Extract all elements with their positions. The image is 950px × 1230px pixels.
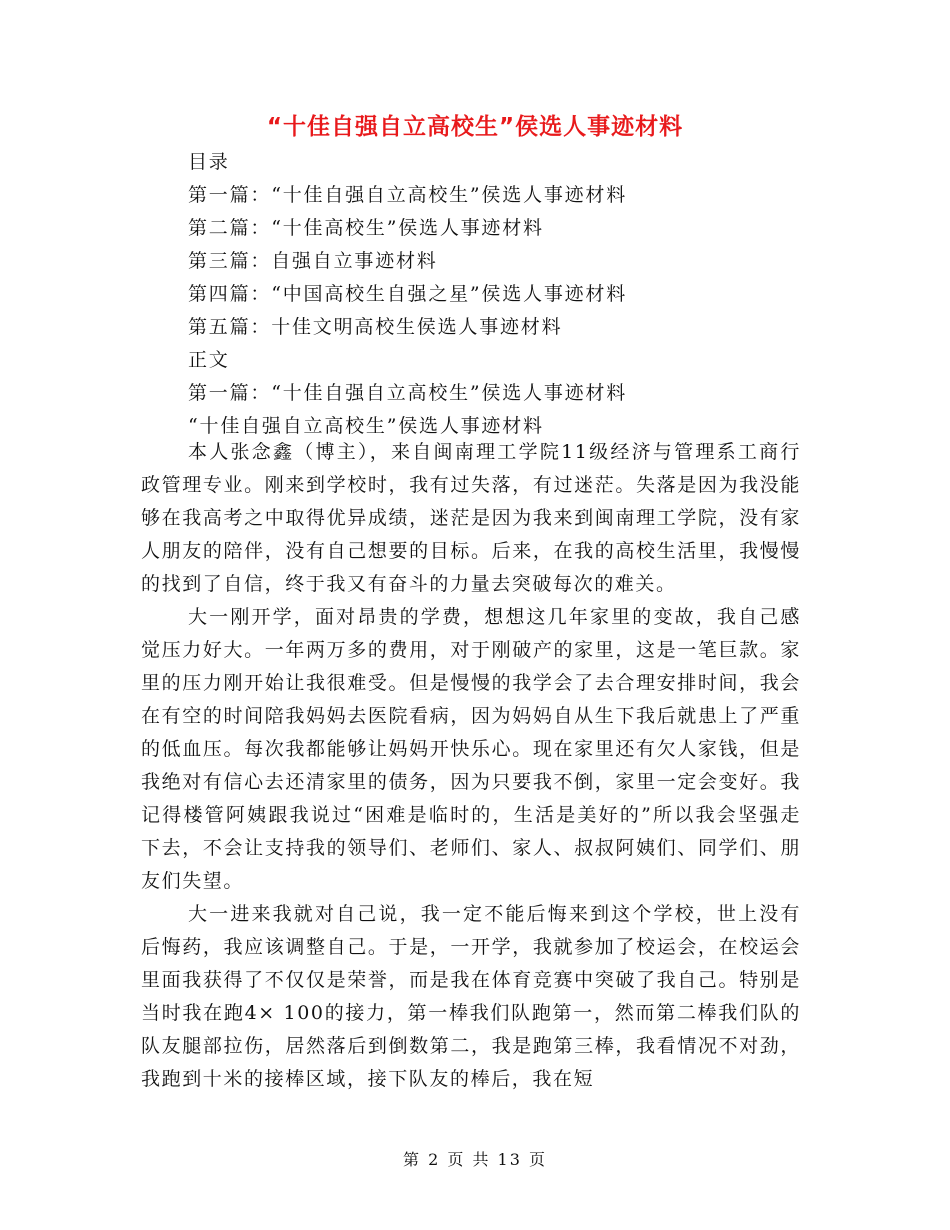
section-subtitle: “十佳自强自立高校生”侯选人事迹材料 [188,415,544,437]
body-heading: 正文 [188,349,230,371]
document-title: “十佳自强自立高校生”侯选人事迹材料 [266,114,684,140]
page-footer: 第 2 页 共 13 页 [403,1150,547,1169]
toc-heading: 目录 [188,151,230,173]
paragraph: 大一刚开学，面对昂贵的学费，想想这几年家里的变故，我自己感觉压力好大。一年两万多的费用，对于刚破产的家里，这是一笔巨款。家里的压力刚开始让我很难受。但是慢慢的我学会了去合理安排时间，我会在有空的时间陪我妈妈去医院看病，因为妈妈自从生下我后就患上了严重的低血压。每次我都能够让妈妈开快乐心。现在家里还有欠人家钱，但是我绝对有信心去还清家里的债务，因为只要我不倒，家里一定会变好。我记得楼管阿姨跟我说过“困难是临时的，生活是美好的”所以我会坚强走下去，不会让支持我的领导们、老师们、家人、叔叔阿姨们、同学们、朋友们失望。 [141,606,801,892]
toc-item-1: 第一篇：“十佳自强自立高校生”侯选人事迹材料 [188,184,628,206]
table-of-contents [188,146,868,443]
toc-item-4: 第四篇：“中国高校生自强之星”侯选人事迹材料 [188,283,628,305]
body-text [141,436,801,1096]
paragraph: 大一进来我就对自己说，我一定不能后悔来到这个学校，世上没有后悔药，我应该调整自己。于是，一开学，我就参加了校运会，在校运会里面我获得了不仅仅是荣誉，而是我在体育竞赛中突破了我自己。特别是当时我在跑4× 100的接力，第一棒我们队跑第一，然而第二棒我们队的队友腿部拉伤，居然落后到倒数第二，我是跑第三棒，我看情况不对劲，我跑到十米的接棒区域，接下队友的棒后，我在短 [141,903,801,1090]
toc-item-2: 第二篇：“十佳高校生”侯选人事迹材料 [188,217,544,239]
toc-item-3: 第三篇：自强自立事迹材料 [188,250,438,272]
paragraph: 本人张念鑫（博主），来自闽南理工学院11级经济与管理系工商行政管理专业。刚来到学校时，我有过失落，有过迷茫。失落是因为我没能够在我高考之中取得优异成绩，迷茫是因为我来到闽南理工学院，没有家人朋友的陪伴，没有自己想要的目标。后来，在我的高校生活里，我慢慢的找到了自信，终于我又有奋斗的力量去突破每次的难关。 [141,441,801,595]
toc-item-5: 第五篇：十佳文明高校生侯选人事迹材料 [188,316,563,338]
section-heading: 第一篇：“十佳自强自立高校生”侯选人事迹材料 [188,382,628,404]
